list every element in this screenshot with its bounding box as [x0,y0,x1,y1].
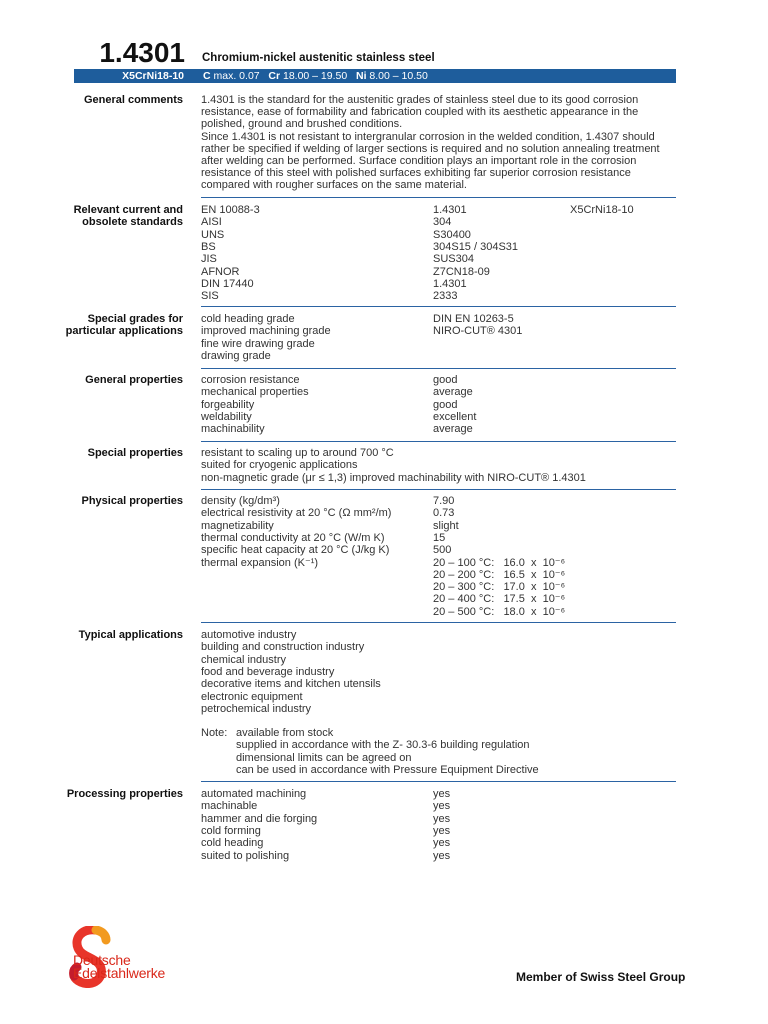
section-label-general-comments: General comments [83,94,183,106]
physical-value: slight [433,519,459,532]
brand-line-1: Deutsche [73,952,131,968]
section-divider [201,306,676,307]
note-item: available from stock [236,727,334,739]
section-divider [201,622,676,623]
section-label-special-grades: Special grades for particular applications [65,313,183,338]
grade-name: cold heading grade [201,313,295,325]
thermal-expansion-value: 20 – 400 °C: 17.5 x 10⁻⁶ [433,593,566,606]
section-label-standards: Relevant current and obsolete standards [73,204,183,229]
section-label-typical-applications: Typical applications [78,629,183,641]
standard-name: UNS [201,228,225,241]
application-item: building and construction industry [201,641,365,654]
composition-element: C [203,70,211,82]
brand-line-2: Edelstahlwerke [73,965,166,981]
processing-name: cold heading [201,837,264,850]
processing-value: yes [433,837,451,850]
standard-name: JIS [201,253,217,266]
physical-value: 500 [433,544,452,557]
thermal-expansion-value: 20 – 200 °C: 16.5 x 10⁻⁶ [433,568,566,581]
note-item: supplied in accordance with the Z- 30.3-6 building regulation [236,739,530,752]
standard-code: 1.4301 [433,277,467,290]
processing-value: yes [433,824,451,837]
section-label-general-properties: General properties [85,374,183,386]
standard-code: S30400 [433,228,471,241]
property-value: good [433,374,458,386]
processing-name: hammer and die forging [201,812,318,825]
section-label-physical-properties: Physical properties [81,495,183,507]
note-item: dimensional limits can be agreed on [236,751,412,764]
application-item: decorative items and kitchen utensils [201,678,381,691]
standard-code: 304 [433,216,452,229]
property-name: corrosion resistance [201,374,300,386]
special-property: resistant to scaling up to around 700 °C [201,447,394,459]
processing-value: yes [433,800,451,813]
standard-name: AISI [201,216,222,229]
application-item: petrochemical industry [201,702,312,715]
standard-name: SIS [201,290,219,303]
standard-code: Z7CN18-09 [433,265,490,278]
section-divider [201,441,676,442]
standard-name: BS [201,240,216,253]
physical-name: magnetizability [201,519,274,532]
grade-name: fine wire drawing grade [201,337,315,350]
property-name: mechanical properties [201,386,309,399]
thermal-expansion-value: 20 – 500 °C: 18.0 x 10⁻⁶ [433,605,566,618]
standard-code: 1.4301 [433,204,467,216]
application-item: automotive industry [201,629,297,641]
section-label-special-properties: Special properties [87,447,183,459]
physical-value: 7.90 [433,495,455,507]
physical-name: density (kg/dm³) [201,495,280,507]
physical-name: specific heat capacity at 20 °C (J/kg K) [201,544,390,557]
section-divider [201,781,676,782]
grade-name: improved machining grade [201,325,331,338]
thermal-expansion-value: 20 – 300 °C: 17.0 x 10⁻⁶ [433,581,566,594]
property-name: forgeability [201,398,255,411]
standard-code: SUS304 [433,253,474,266]
standard-code: 2333 [433,290,458,303]
general-comments-text: 1.4301 is the standard for the austenitic grades of stainless steel due to its good corrosion resistance, ease of formability and fabrication coupled with its aesthetic appearance in the polished, ground and brushed conditions. Since 1.4301 is not resistant to intergranular corrosion in the welded condition, 1.4307 should rather be specified if welding of larger sections is required and no solution annealing treatment after welding can be performed. Surface condition plays an important role in the corrosion resistance of this steel with polished surfaces exhibiting far superior corrosion resistance compared with rougher surfaces on the same material. [201,94,660,192]
note-item: can be used in accordance with Pressure Equipment Directive [236,763,539,776]
grade-name: drawing grade [201,349,271,362]
page-title: Chromium-nickel austenitic stainless steel [202,52,435,64]
note-label: Note: [201,727,228,739]
designation: X5CrNi18-10 [122,70,184,82]
brand-name [73,954,165,980]
application-item: chemical industry [201,653,286,666]
composition-value: 18.00 – 19.50 [282,70,348,82]
processing-name: cold forming [201,824,261,837]
standard-extra: X5CrNi18-10 [570,204,634,216]
composition-value: max. 0.07 [213,70,260,82]
property-value: average [433,386,473,399]
special-property: suited for cryogenic applications [201,459,358,472]
physical-value: 15 [433,531,446,544]
physical-name: electrical resistivity at 20 °C (Ω mm²/m) [201,507,392,520]
member-text: Member of Swiss Steel Group [516,970,686,984]
standard-name: AFNOR [201,265,240,278]
processing-value: yes [433,812,451,825]
processing-value: yes [433,788,451,800]
standard-code: 304S15 / 304S31 [433,240,519,253]
composition-value: 8.00 – 10.50 [369,70,428,82]
property-name: weldability [201,410,252,423]
physical-value: 20 – 100 °C: 16.0 x 10⁻⁶ [433,556,566,569]
application-item: food and beverage industry [201,665,335,678]
processing-name: machinable [201,800,258,813]
physical-value: 0.73 [433,507,455,520]
processing-value: yes [433,849,451,862]
grade-ref: DIN EN 10263-5 [433,313,514,325]
physical-name: thermal expansion (K⁻¹) [201,556,319,569]
special-property: non-magnetic grade (μr ≤ 1,3) improved machinability with NIRO-CUT® 1.4301 [201,471,586,484]
processing-name: automated machining [201,788,307,800]
application-item: electronic equipment [201,690,303,703]
standard-name: EN 10088-3 [201,204,260,216]
property-name: machinability [201,423,265,436]
property-value: good [433,398,458,411]
chemical-composition [203,69,428,83]
composition-element: Ni [355,70,367,82]
section-divider [201,197,676,198]
processing-name: suited to polishing [201,849,290,862]
composition-element: Cr [268,70,281,82]
section-label-processing-properties: Processing properties [66,788,183,800]
grade-number: 1.4301 [99,37,185,68]
property-value: average [433,423,473,436]
section-divider [201,368,676,369]
section-divider [201,489,676,490]
property-value: excellent [433,410,477,423]
grade-ref: NIRO-CUT® 4301 [433,325,523,338]
standard-name: DIN 17440 [201,277,254,290]
physical-name: thermal conductivity at 20 °C (W/m K) [201,531,385,544]
